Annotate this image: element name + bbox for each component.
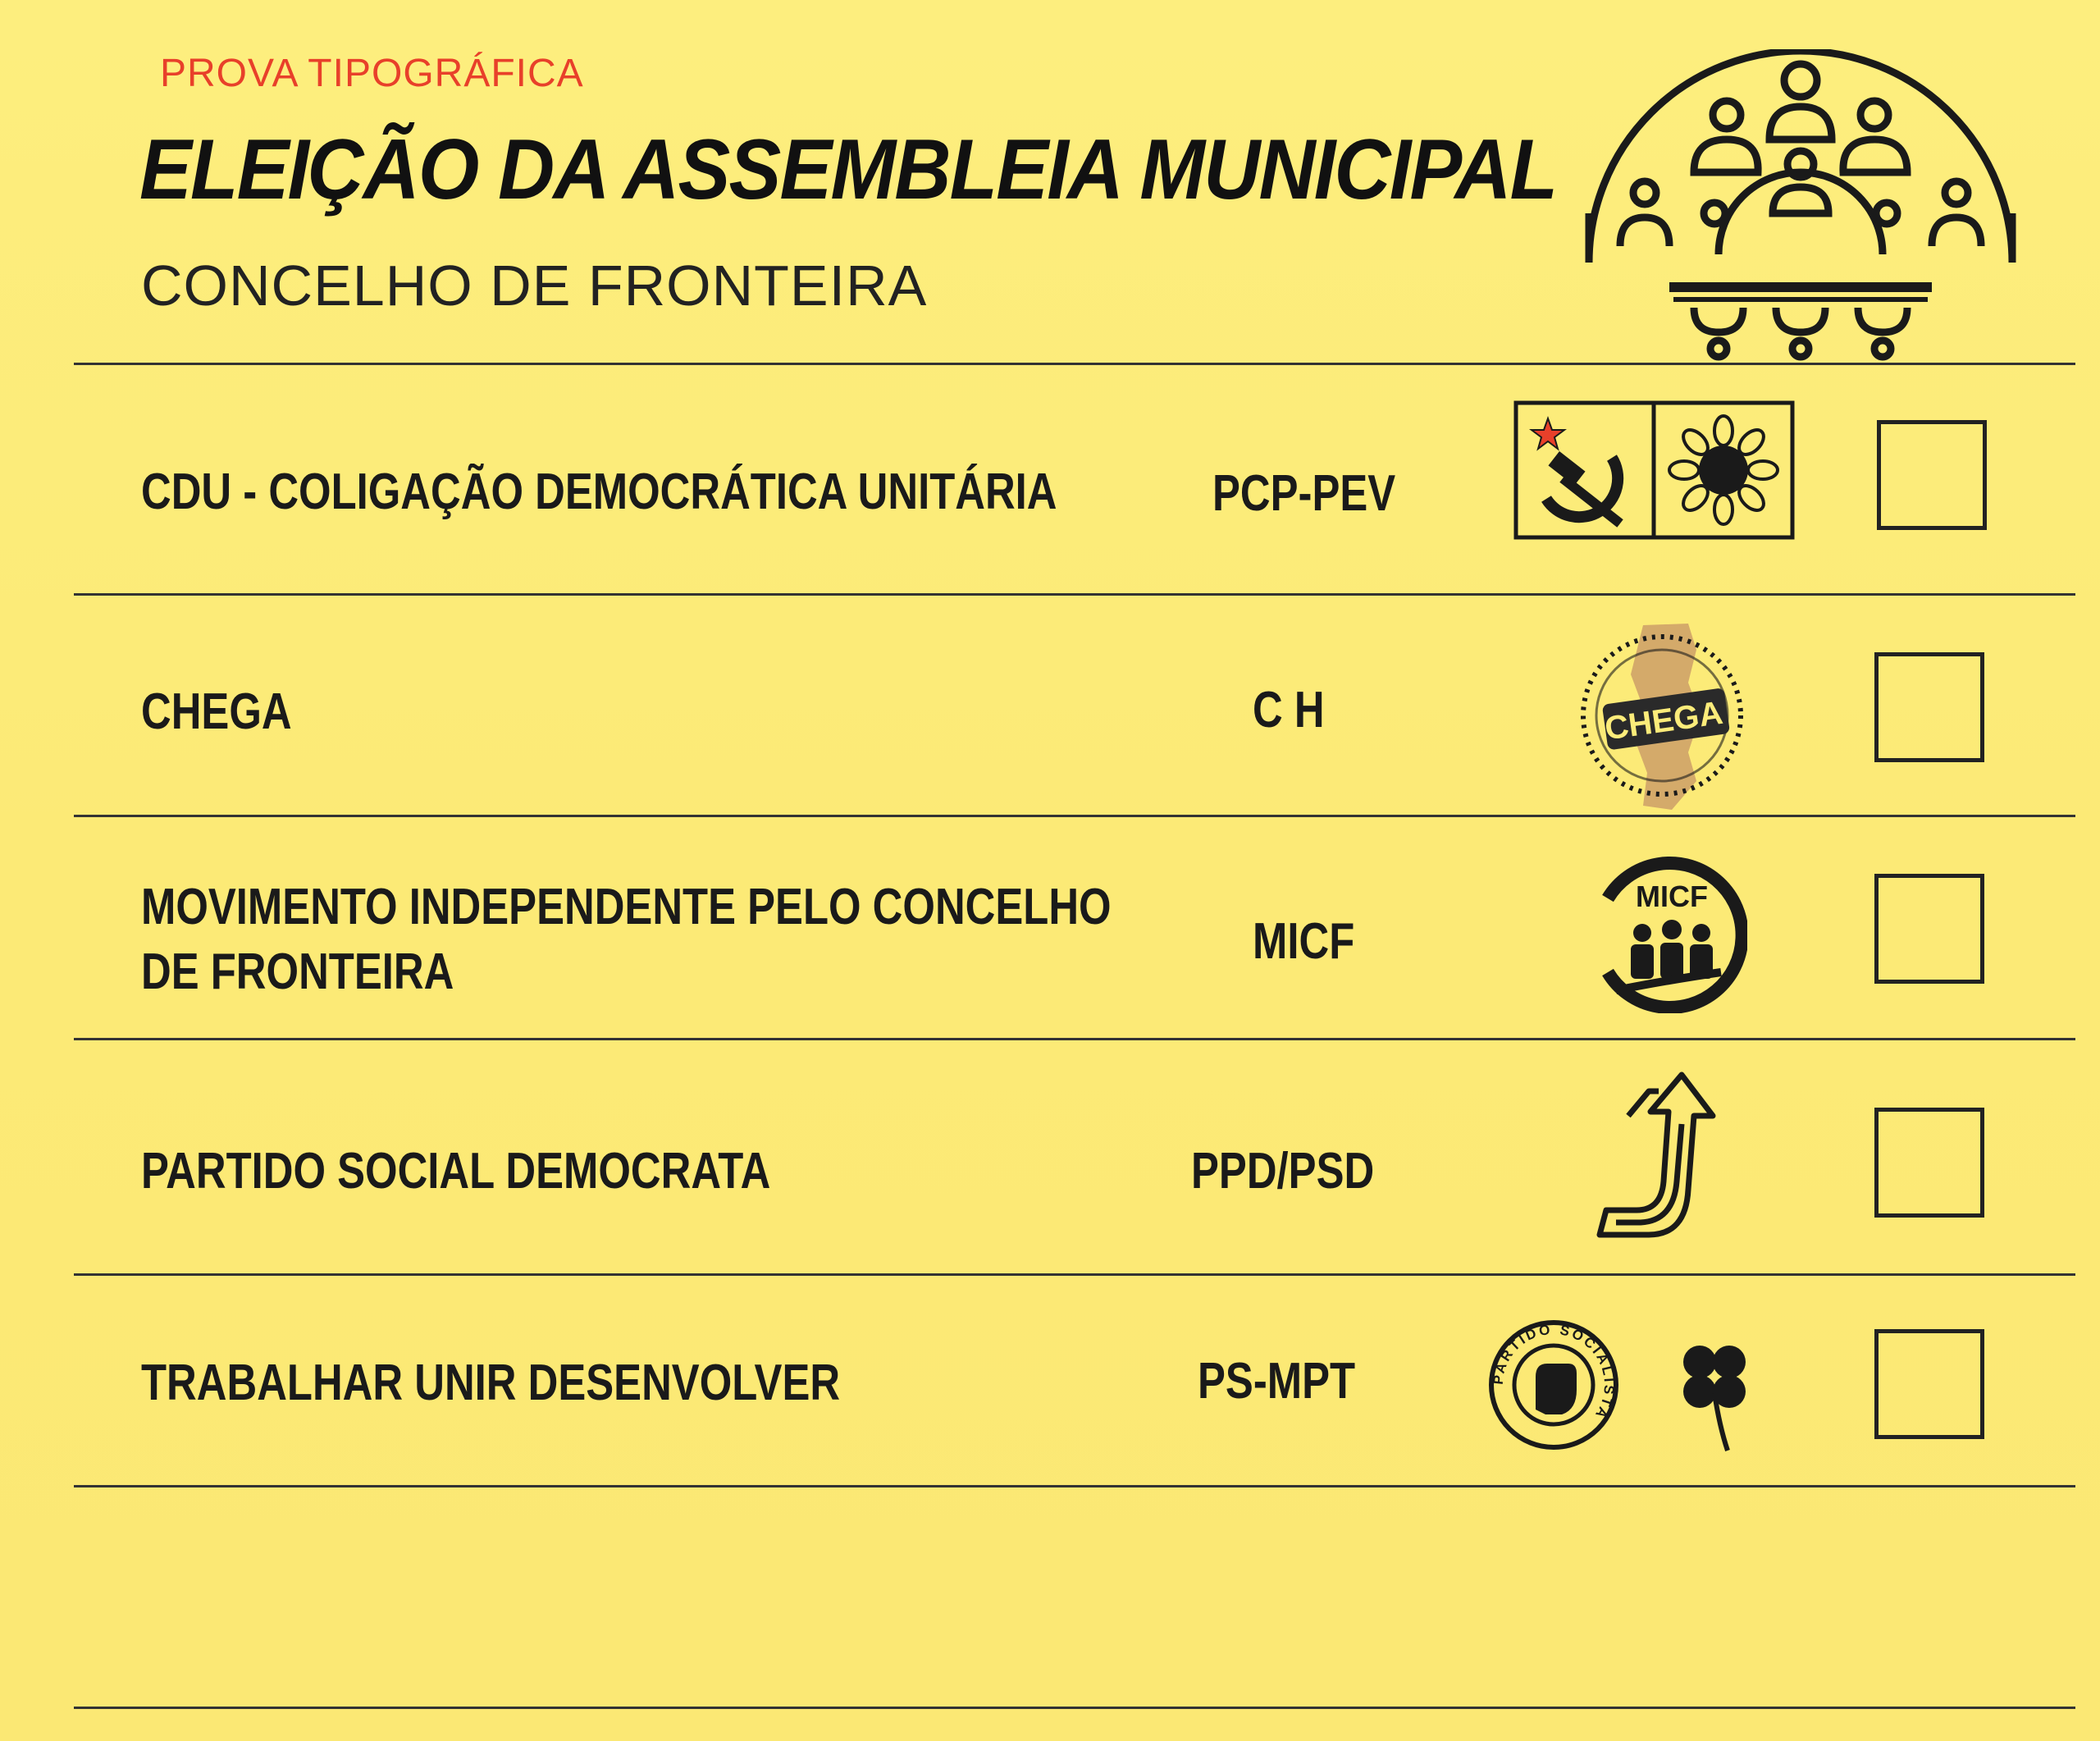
divider-rule — [74, 363, 2075, 365]
micf-logo-text: MICF — [1636, 880, 1708, 913]
candidate-name: DE FRONTEIRA — [141, 944, 454, 1000]
divider-rule — [74, 1707, 2075, 1709]
chega-logo-icon — [1565, 617, 1762, 814]
proof-label: PROVA TIPOGRÁFICA — [160, 52, 584, 95]
assembly-emblem-icon — [1579, 49, 2022, 361]
vote-checkbox[interactable] — [1877, 420, 1987, 530]
candidate-abbreviation: PPD/PSD — [1191, 1143, 1375, 1200]
vote-checkbox[interactable] — [1874, 1108, 1984, 1218]
vote-checkbox[interactable] — [1874, 652, 1984, 762]
vote-checkbox[interactable] — [1874, 874, 1984, 984]
hammer-sickle-sunflower-icon — [1513, 400, 1795, 540]
ballot-subtitle: CONCELHO DE FRONTEIRA — [141, 254, 928, 318]
micf-logo-icon — [1583, 849, 1747, 1013]
candidate-name: TRABALHAR UNIR DESENVOLVER — [141, 1355, 841, 1411]
candidate-name: CDU - COLIGAÇÃO DEMOCRÁTICA UNITÁRIA — [141, 464, 1057, 520]
candidate-abbreviation: PS-MPT — [1198, 1353, 1356, 1410]
chega-logo-text: CHEGA — [1602, 694, 1725, 747]
candidate-abbreviation: C H — [1253, 682, 1325, 738]
candidate-abbreviation: PCP-PEV — [1212, 465, 1396, 522]
candidate-name: PARTIDO SOCIAL DEMOCRATA — [141, 1143, 771, 1200]
candidate-name: MOVIMENTO INDEPENDENTE PELO CONCELHO — [141, 879, 1112, 935]
candidate-name: CHEGA — [141, 683, 292, 740]
divider-rule — [74, 815, 2075, 817]
divider-rule — [74, 593, 2075, 596]
ballot-title: ELEIÇÃO DA ASSEMBLEIA MUNICIPAL — [139, 122, 1557, 217]
ps-fist-clover-icon — [1486, 1313, 1765, 1456]
divider-rule — [74, 1038, 2075, 1040]
psd-arrow-icon — [1591, 1067, 1723, 1243]
vote-checkbox[interactable] — [1874, 1329, 1984, 1439]
divider-rule — [74, 1273, 2075, 1276]
ps-logo-text: PARTIDO SOCIALISTA — [1490, 1321, 1618, 1423]
candidate-abbreviation: MICF — [1253, 913, 1355, 970]
divider-rule — [74, 1485, 2075, 1487]
